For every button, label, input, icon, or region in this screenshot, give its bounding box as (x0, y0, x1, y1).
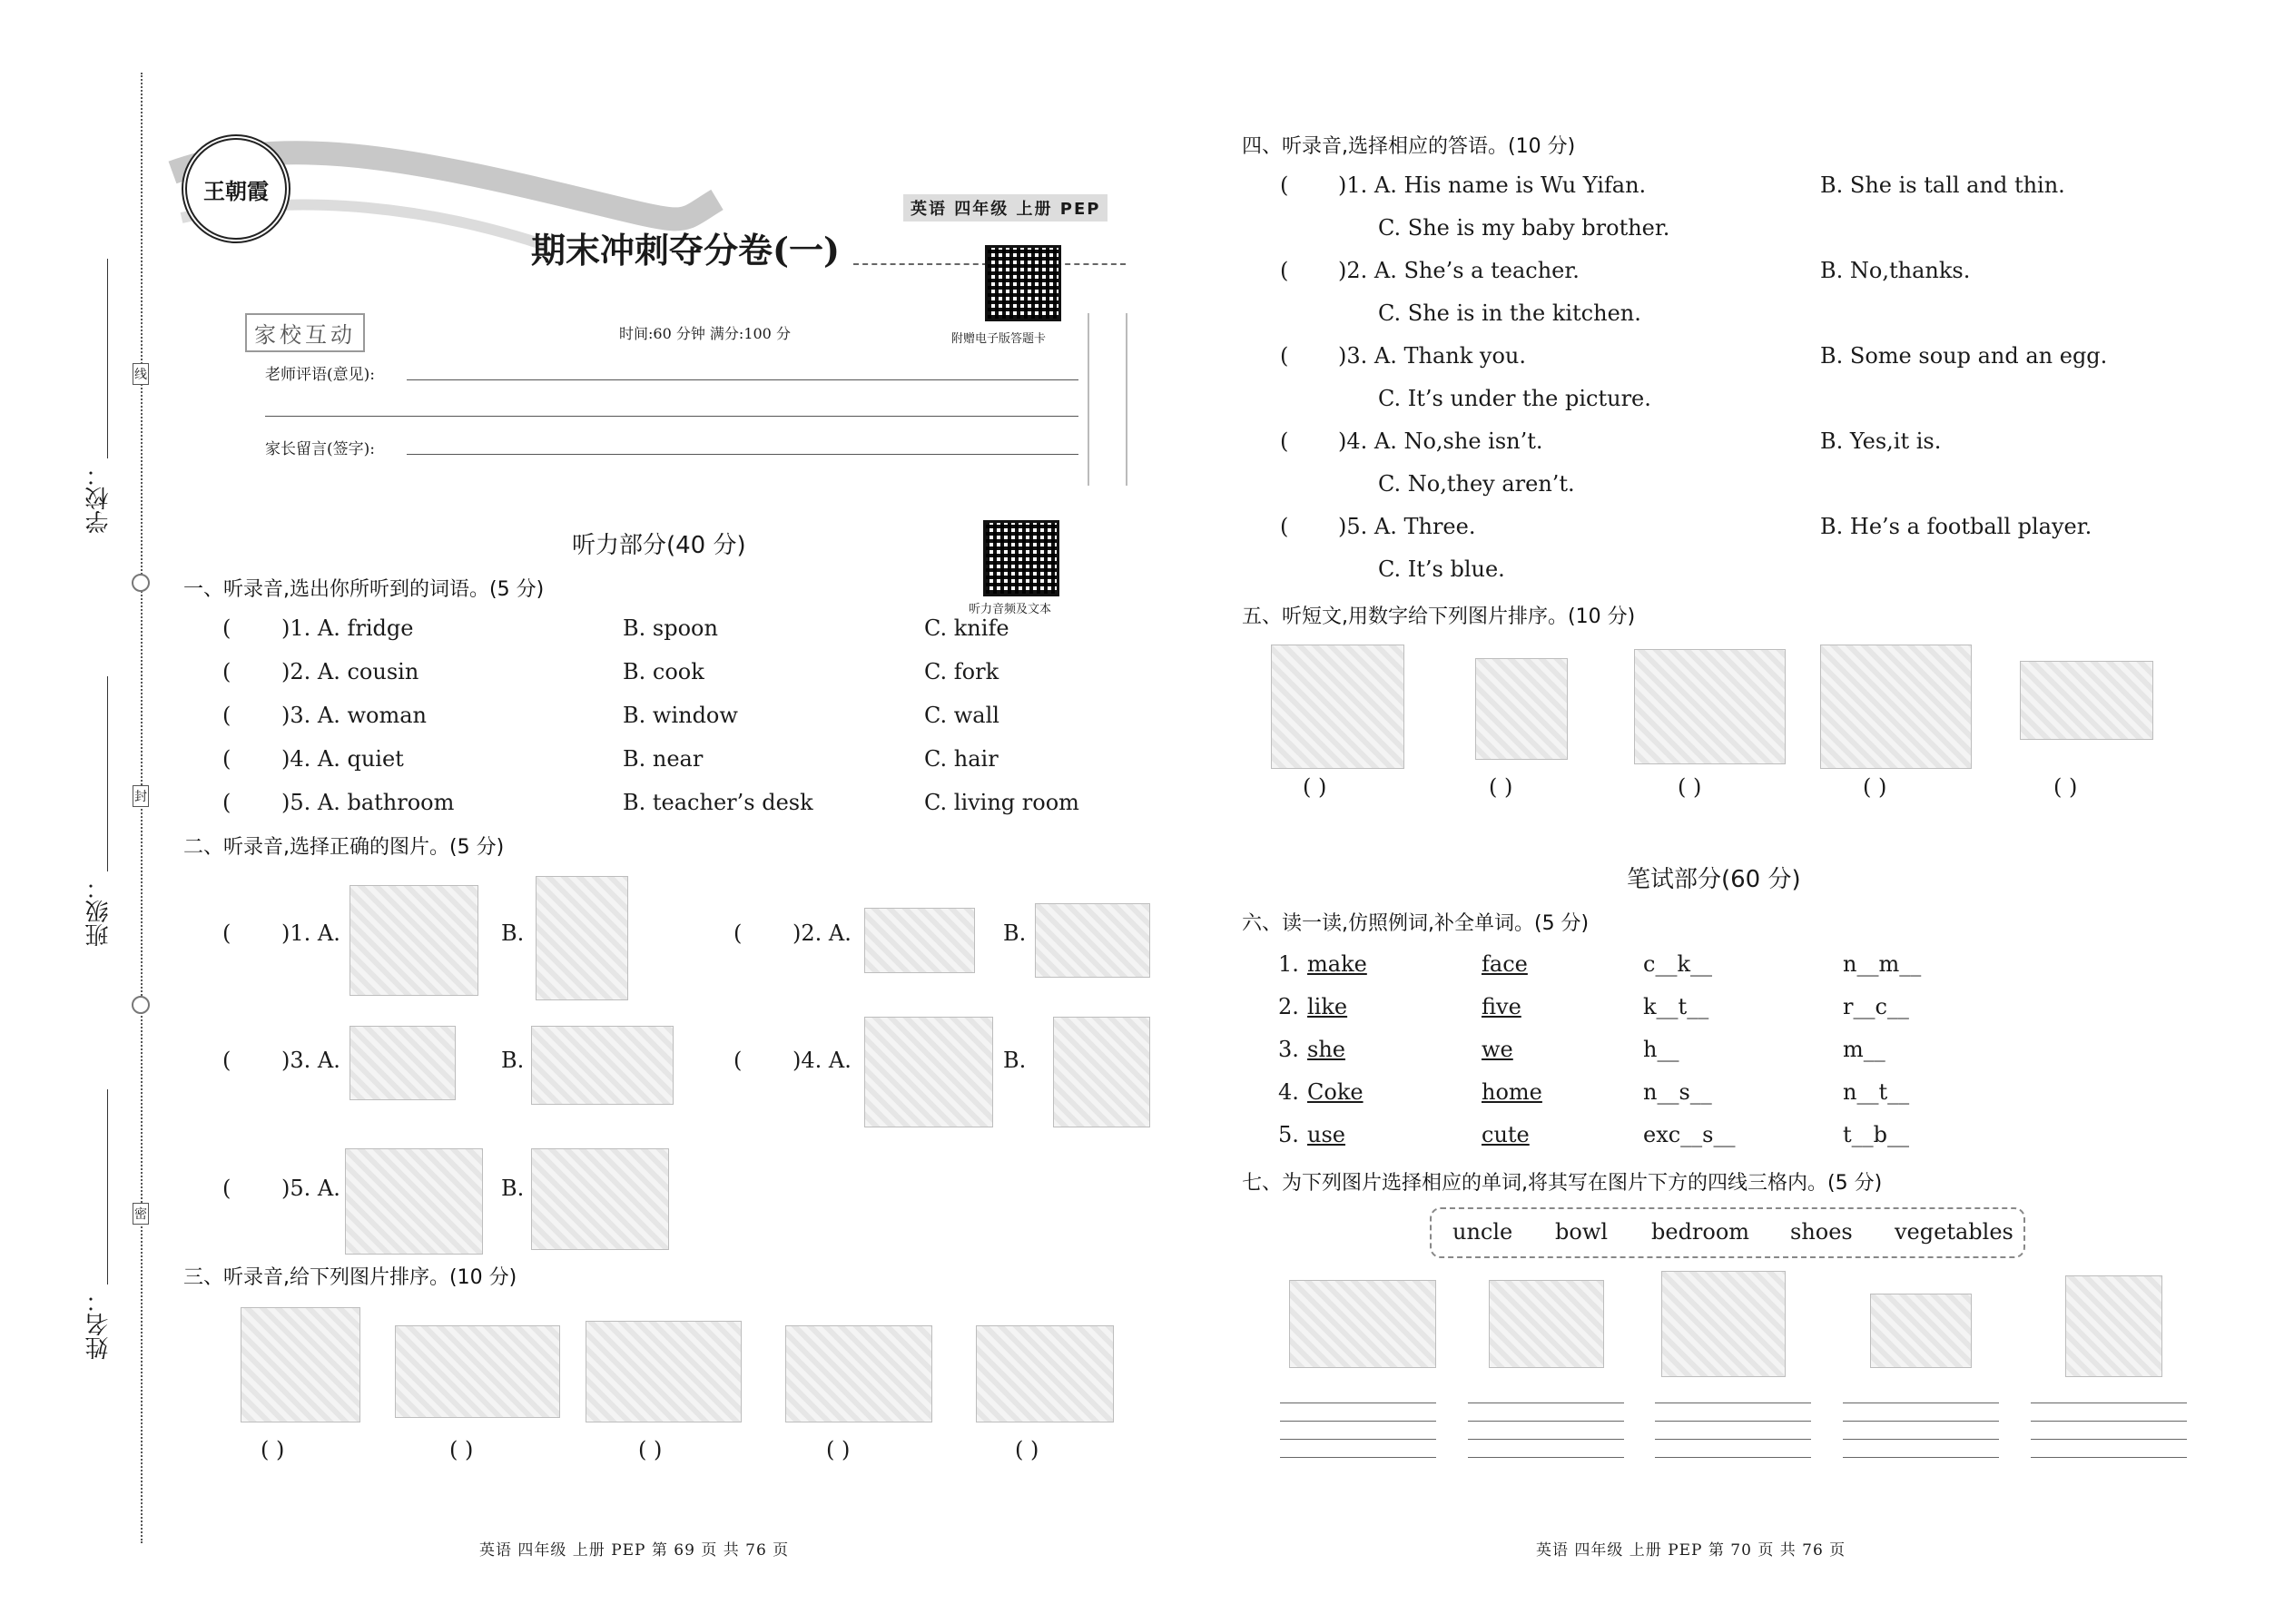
sec4-q3-c: C. It’s under the picture. (1378, 386, 1651, 411)
sec6-r2-w1: like (1307, 994, 1348, 1019)
binding-hole-2 (132, 996, 150, 1014)
sec4-q5-c: C. It’s blue. (1378, 556, 1505, 582)
word-bank-vegetables: vegetables (1895, 1219, 2013, 1245)
order-paren[interactable]: ( ) (1489, 774, 1513, 800)
qr-caption-audio: 听力音频及文本 (969, 603, 1052, 616)
school-label: 学校： (85, 463, 113, 534)
page-title: 期末冲刺夺分卷(一) (531, 230, 840, 271)
sec1-q2-a: )2. A. cousin (281, 659, 419, 684)
sec4-q4-c: C. No,they aren’t. (1378, 471, 1575, 497)
sec1-q1-a: )1. A. fridge (281, 615, 414, 641)
picture-noodles-fish (345, 1148, 483, 1255)
binding-line (141, 73, 143, 1543)
class-blank[interactable] (107, 676, 108, 871)
picture-girl-reading (1475, 658, 1568, 760)
picture-man-eating (350, 885, 478, 996)
name-blank[interactable] (107, 1089, 108, 1284)
sec4-title: 四、听录音,选择相应的答语。(10 分) (1242, 135, 1576, 158)
order-paren[interactable]: ( ) (1863, 774, 1887, 800)
sec6-r1-w4[interactable]: n__m__ (1843, 951, 1922, 977)
sec2-q2-label: )2. A. (793, 920, 852, 946)
sec1-q3-c: C. wall (924, 703, 999, 728)
qr-code-audio (983, 520, 1059, 596)
four-line-grid[interactable] (1468, 1403, 1624, 1457)
sec1-q4-c: C. hair (924, 746, 999, 772)
footer-left: 英语 四年级 上册 PEP 第 69 页 共 76 页 (479, 1541, 790, 1560)
sec6-r2-w4[interactable]: r__c__ (1843, 994, 1909, 1019)
sec4-q1-c: C. She is my baby brother. (1378, 215, 1670, 241)
qr-caption-answer-sheet: 附赠电子版答题卡 (951, 332, 1047, 346)
sec4-q3-b: B. Some soup and an egg. (1820, 343, 2108, 369)
sec4-q4-b: B. Yes,it is. (1820, 428, 1942, 454)
answer-paren[interactable]: ( (222, 746, 231, 772)
answer-paren[interactable]: ( (222, 920, 231, 946)
sec4-q5-b: B. He’s a football player. (1820, 514, 2092, 539)
sec1-q4-a: )4. A. quiet (281, 746, 404, 772)
series-tag: 英语 四年级 上册 PEP (903, 194, 1108, 221)
sec7-title: 七、为下列图片选择相应的单词,将其写在图片下方的四线三格内。(5 分) (1242, 1172, 1883, 1195)
answer-paren[interactable]: ( (222, 659, 231, 684)
picture-vegetables (1289, 1280, 1436, 1368)
answer-paren[interactable]: ( (1280, 258, 1289, 283)
teacher-comment-line[interactable] (407, 379, 1078, 380)
picture-girl-blackboard (864, 1017, 993, 1127)
sec2-q3-b: B. (501, 1048, 525, 1073)
sec6-r1-n: 1. (1278, 951, 1299, 977)
answer-paren[interactable]: ( (222, 790, 231, 815)
sec4-q5-a: )5. A. Three. (1338, 514, 1476, 539)
sec2-q1-b: B. (501, 920, 525, 946)
picture-table (864, 908, 975, 973)
four-line-grid[interactable] (1655, 1403, 1811, 1457)
school-blank[interactable] (107, 259, 108, 458)
sec4-q2-b: B. No,thanks. (1820, 258, 1971, 283)
order-paren[interactable]: ( ) (449, 1437, 474, 1462)
sec1-q5-c: C. living room (924, 790, 1079, 815)
sec6-r2-w2: five (1482, 994, 1521, 1019)
sec6-r1-w2: face (1482, 951, 1528, 977)
word-bank-shoes: shoes (1790, 1219, 1853, 1245)
written-heading: 笔试部分(60 分) (1627, 866, 1801, 893)
qr-code-answer-sheet (985, 245, 1061, 321)
sec6-r5-w3[interactable]: exc__s__ (1643, 1122, 1736, 1147)
sec6-r2-w3[interactable]: k__t__ (1643, 994, 1709, 1019)
sec1-q3-b: B. window (623, 703, 738, 728)
parent-comment-line[interactable] (407, 454, 1078, 455)
sec2-q3-label: )3. A. (281, 1048, 340, 1073)
sec1-q4-b: B. near (623, 746, 704, 772)
picture-bowl (1870, 1294, 1972, 1368)
sec1-q2-c: C. fork (924, 659, 999, 684)
sec6-r4-w4[interactable]: n__t__ (1843, 1079, 1910, 1105)
picture-uncle (2065, 1275, 2162, 1377)
sec6-r5-n: 5. (1278, 1122, 1299, 1147)
sec4-q3-a: )3. A. Thank you. (1338, 343, 1526, 369)
picture-bedroom (976, 1325, 1114, 1422)
header-frame-lines (1088, 313, 1127, 486)
answer-paren[interactable]: ( (1280, 514, 1289, 539)
sec3-title: 三、听录音,给下列图片排序。(10 分) (183, 1266, 517, 1289)
picture-kids-playing (1634, 649, 1786, 764)
word-bank-uncle: uncle (1452, 1219, 1513, 1245)
binding-hole-1 (132, 574, 150, 592)
binding-mark-mi: 密 (133, 1203, 149, 1225)
picture-hands (1035, 903, 1150, 978)
sec6-r4-w1: Coke (1307, 1079, 1364, 1105)
order-paren[interactable]: ( ) (2053, 774, 2078, 800)
sec2-q4-b: B. (1003, 1048, 1027, 1073)
name-label: 姓名： (85, 1289, 113, 1360)
sec6-r1-w1: make (1307, 951, 1367, 977)
four-line-grid[interactable] (1280, 1403, 1436, 1457)
sec6-r3-w3[interactable]: h__ (1643, 1037, 1679, 1062)
sec1-q2-b: B. cook (623, 659, 704, 684)
sec6-r5-w4[interactable]: t__b__ (1843, 1122, 1910, 1147)
sec1-q1-b: B. spoon (623, 615, 718, 641)
word-bank-bedroom: bedroom (1651, 1219, 1750, 1245)
answer-paren[interactable]: ( (222, 1176, 231, 1201)
class-label: 班级： (85, 876, 113, 947)
sec4-q1-a: )1. A. His name is Wu Yifan. (1338, 172, 1647, 198)
sec6-r3-w1: she (1307, 1037, 1345, 1062)
order-paren[interactable]: ( ) (261, 1437, 285, 1462)
picture-soup-bread (531, 1148, 669, 1250)
order-paren[interactable]: ( ) (1015, 1437, 1039, 1462)
answer-paren[interactable]: ( (1280, 172, 1289, 198)
sec6-r5-w2: cute (1482, 1122, 1530, 1147)
picture-family (1820, 645, 1972, 769)
logo-emblem (182, 134, 290, 243)
listening-heading: 听力部分(40 分) (572, 532, 746, 559)
picture-bed-lamp (2020, 661, 2153, 740)
answer-paren[interactable]: ( (1280, 343, 1289, 369)
picture-girl-window (1053, 1017, 1150, 1127)
answer-paren[interactable]: ( (1280, 428, 1289, 454)
order-paren[interactable]: ( ) (826, 1437, 851, 1462)
sec6-r4-w3[interactable]: n__s__ (1643, 1079, 1712, 1105)
sec6-title: 六、读一读,仿照例词,补全单词。(5 分) (1242, 912, 1590, 935)
parent-comment-label: 家长留言(签字): (265, 440, 375, 458)
sec1-q5-a: )5. A. bathroom (281, 790, 455, 815)
sec6-r3-n: 3. (1278, 1037, 1299, 1062)
sec6-r5-w1: use (1307, 1122, 1345, 1147)
sec1-q1-c: C. knife (924, 615, 1009, 641)
sec2-q5-b: B. (501, 1176, 525, 1201)
picture-person-light-door (586, 1321, 742, 1422)
word-bank-bowl: bowl (1555, 1219, 1609, 1245)
binding-mark-xian: 线 (133, 363, 149, 385)
time-score: 时间:60 分钟 满分:100 分 (619, 325, 791, 342)
answer-paren[interactable]: ( (733, 920, 743, 946)
sec6-r2-n: 2. (1278, 994, 1299, 1019)
answer-paren[interactable]: ( (222, 1048, 231, 1073)
logo-text: 王朝霞 (203, 177, 269, 204)
picture-classroom-kids (785, 1325, 932, 1422)
sec6-r4-n: 4. (1278, 1079, 1299, 1105)
sec1-title: 一、听录音,选出你所听到的词语。(5 分) (183, 578, 545, 601)
order-paren[interactable]: ( ) (1678, 774, 1702, 800)
sec2-q1-label: )1. A. (281, 920, 340, 946)
sec4-q2-c: C. She is in the kitchen. (1378, 300, 1641, 326)
picture-shoes (1489, 1280, 1604, 1368)
teacher-comment-line-2[interactable] (265, 416, 1078, 417)
picture-farmer (536, 876, 628, 1000)
order-paren[interactable]: ( ) (638, 1437, 663, 1462)
sec2-title: 二、听录音,选择正确的图片。(5 分) (183, 836, 505, 859)
order-paren[interactable]: ( ) (1303, 774, 1327, 800)
sec2-q2-b: B. (1003, 920, 1027, 946)
binding-mark-feng: 封 (133, 785, 149, 807)
teacher-comment-label: 老师评语(意见): (265, 366, 375, 384)
sec6-r1-w3[interactable]: c__k__ (1643, 951, 1712, 977)
picture-teacher-abcd (241, 1307, 360, 1422)
four-line-grid[interactable] (2031, 1403, 2187, 1457)
answer-paren[interactable]: ( (733, 1048, 743, 1073)
sec4-q4-a: )4. A. No,she isn’t. (1338, 428, 1543, 454)
sec4-q1-b: B. She is tall and thin. (1820, 172, 2065, 198)
sec2-q5-label: )5. A. (281, 1176, 340, 1201)
home-school-badge: 家校互动 (245, 313, 365, 352)
sec1-q5-b: B. teacher’s desk (623, 790, 813, 815)
footer-right: 英语 四年级 上册 PEP 第 70 页 共 76 页 (1536, 1541, 1846, 1560)
sec6-r4-w2: home (1482, 1079, 1542, 1105)
picture-bedroom-room (1661, 1271, 1786, 1377)
sec6-r3-w4[interactable]: m__ (1843, 1037, 1885, 1062)
answer-paren[interactable]: ( (222, 615, 231, 641)
picture-desk-book (350, 1026, 456, 1100)
answer-paren[interactable]: ( (222, 703, 231, 728)
four-line-grid[interactable] (1843, 1403, 1999, 1457)
sec2-q4-label: )4. A. (793, 1048, 852, 1073)
sec1-q3-a: )3. A. woman (281, 703, 427, 728)
sec5-title: 五、听短文,用数字给下列图片排序。(10 分) (1242, 605, 1636, 628)
picture-sofa-book (531, 1026, 674, 1105)
picture-mom-cooking (1271, 645, 1404, 769)
sec6-r3-w2: we (1482, 1037, 1513, 1062)
sec4-q2-a: )2. A. She’s a teacher. (1338, 258, 1580, 283)
picture-fish-juice (395, 1325, 560, 1418)
